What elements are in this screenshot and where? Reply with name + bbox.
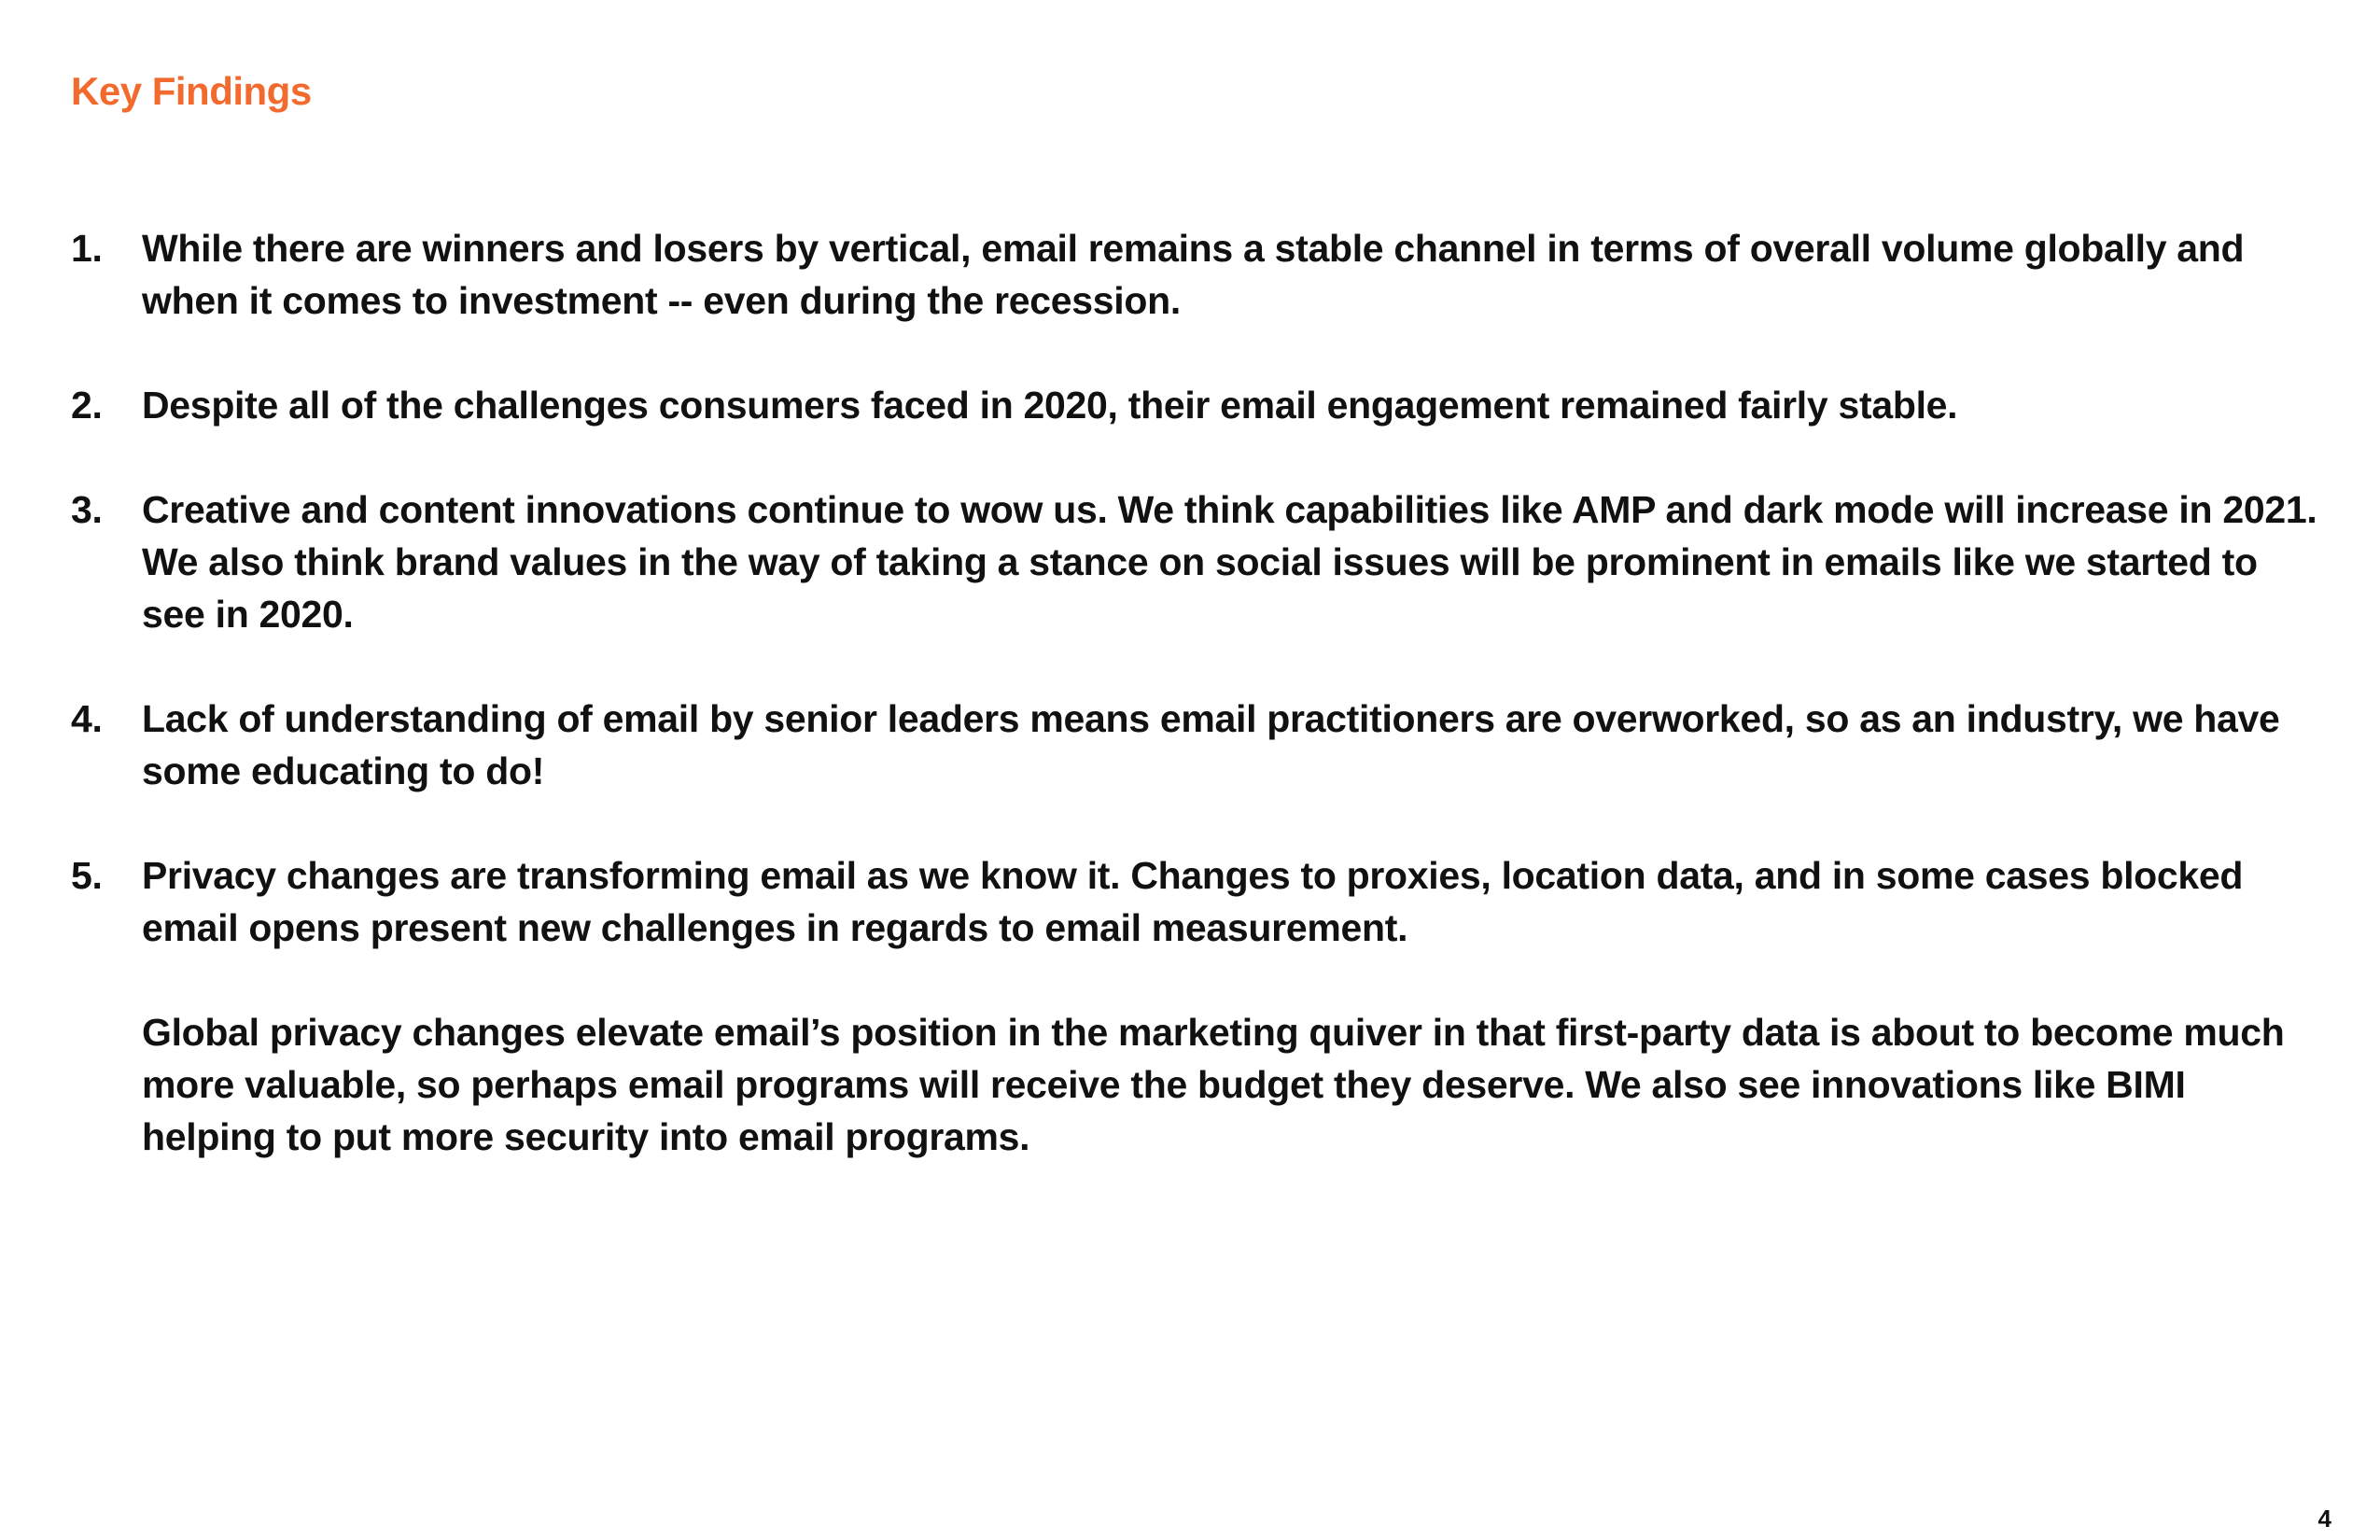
finding-text: [142, 693, 2330, 797]
finding-item-3: [71, 483, 2330, 640]
finding-text: [142, 379, 2330, 431]
finding-number: 4.: [71, 697, 103, 740]
finding-text: [142, 483, 2330, 640]
finding-number: 3.: [71, 488, 103, 531]
finding-paragraph: Lack of understanding of email by senior leaders means email practitioners are overworked, so as an industry, we have some educating to do!: [142, 697, 2280, 792]
finding-number: 5.: [71, 854, 103, 897]
finding-paragraph: Despite all of the challenges consumers faced in 2020, their email engagement remained fairly stable.: [142, 384, 1958, 427]
finding-paragraph: Global privacy changes elevate email’s position in the marketing quiver in that first-party data is about to become much more valuable, so perhaps email programs will receive the budget they deserve. We also see innovations like BIMI helping to put more security into email programs.: [142, 1011, 2285, 1158]
finding-paragraph: While there are winners and losers by vertical, email remains a stable channel in terms of overall volume globally and when it comes to investment -- even during the recession.: [142, 227, 2245, 322]
finding-item-5: [71, 849, 2330, 1163]
finding-item-1: [71, 222, 2330, 327]
finding-text: [142, 222, 2330, 327]
finding-paragraph: Creative and content innovations continue to wow us. We think capabilities like AMP and dark mode will increase in 2021. We also think brand values in the way of taking a stance on social issues will be prominent in emails like we started to see in 2020.: [142, 488, 2317, 636]
key-findings-list: [71, 222, 2330, 1215]
page-number: 4: [2317, 1505, 2331, 1533]
finding-text: [142, 849, 2330, 1163]
finding-paragraph: Privacy changes are transforming email as we know it. Changes to proxies, location data, and in some cases blocked email opens present new challenges in regards to email measurement.: [142, 854, 2244, 949]
finding-item-4: [71, 693, 2330, 797]
finding-number: 1.: [71, 227, 103, 270]
finding-item-2: [71, 379, 2330, 431]
finding-number: 2.: [71, 384, 103, 427]
page-title: Key Findings: [71, 69, 312, 113]
